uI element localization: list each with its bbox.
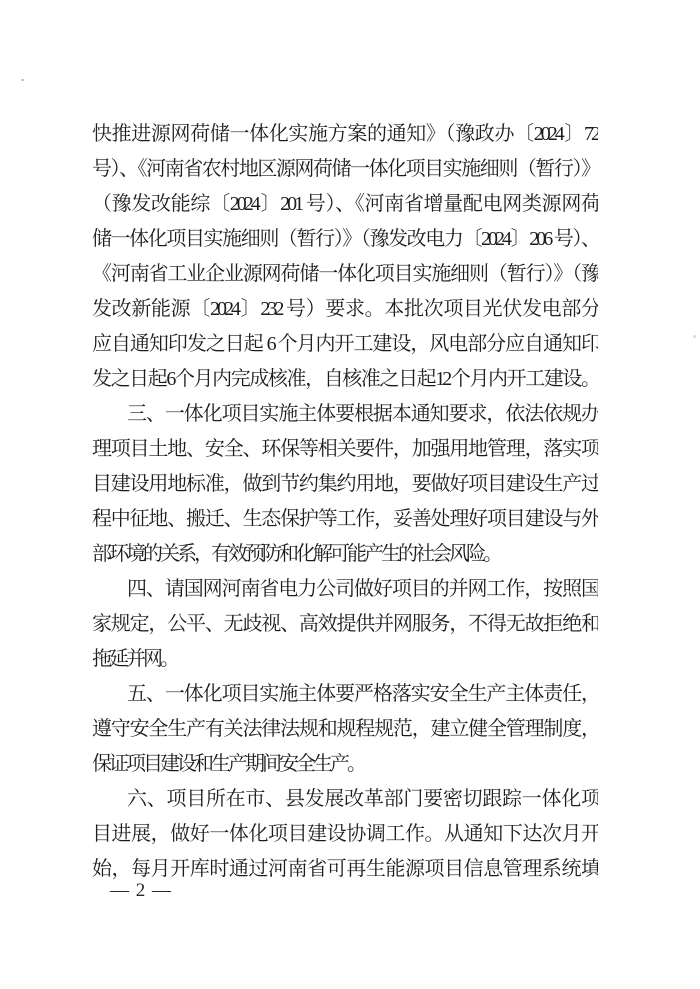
body-line: 始，每月开库时通过河南省可再生能源项目信息管理系统填 <box>92 858 598 880</box>
body-line-paragraph-end: 部环境的关系，有效预防和化解可能产生的社会风险。 <box>92 543 500 565</box>
body-line-paragraph-start: 六、项目所在市、县发展改革部门要密切跟踪一体化项 <box>127 788 598 810</box>
body-line-paragraph-end: 保证项目建设和生产期间安全生产。 <box>92 753 364 775</box>
document-body <box>92 117 598 887</box>
body-line-paragraph-start: 三、一体化项目实施主体要根据本通知要求，依法依规办 <box>127 403 598 425</box>
body-line: 应自通知印发之日起 6 个月内开工建设，风电部分应自通知印 <box>92 333 598 355</box>
body-line: 遵守安全生产有关法律法规和规程规范，建立健全管理制度， <box>92 718 598 740</box>
scan-artifact <box>693 335 696 338</box>
body-line: 储一体化项目实施细则（暂行）》（豫发改电力〔2024〕206 号）、 <box>92 228 598 250</box>
body-line: 快推进源网荷储一体化实施方案的通知》（豫政办〔2024〕72 <box>92 123 598 145</box>
body-line-paragraph-start: 四、请国网河南省电力公司做好项目的并网工作，按照国 <box>127 578 598 600</box>
body-line-paragraph-start: 五、一体化项目实施主体要严格落实安全生产主体责任， <box>127 683 598 705</box>
body-line: 目建设用地标准，做到节约集约用地，要做好项目建设生产过 <box>92 473 598 495</box>
page-number: — 2 — <box>110 880 172 901</box>
body-line: 《河南省工业企业源网荷储一体化项目实施细则（暂行）》（豫 <box>92 263 598 285</box>
body-line: 号）、《河南省农村地区源网荷储一体化项目实施细则（暂行）》 <box>92 158 598 180</box>
body-line: 目进展，做好一体化项目建设协调工作。从通知下达次月开 <box>92 823 598 845</box>
body-line: 发改新能源〔2024〕232 号）要求。本批次项目光伏发电部分 <box>92 298 598 320</box>
scan-artifact <box>21 79 24 81</box>
body-line: 理项目土地、安全、环保等相关要件，加强用地管理，落实项 <box>92 438 598 460</box>
body-line: 家规定，公平、无歧视、高效提供并网服务，不得无故拒绝和 <box>92 613 598 635</box>
body-line: 发之日起6个月内完成核准，自核准之日起12个月内开工建设。 <box>92 368 598 390</box>
body-line: 程中征地、搬迁、生态保护等工作，妥善处理好项目建设与外 <box>92 508 598 530</box>
body-line-paragraph-end: 拖延并网。 <box>92 648 177 670</box>
body-line: （豫发改能综〔2024〕201 号）、《河南省增量配电网类源网荷 <box>92 193 598 215</box>
